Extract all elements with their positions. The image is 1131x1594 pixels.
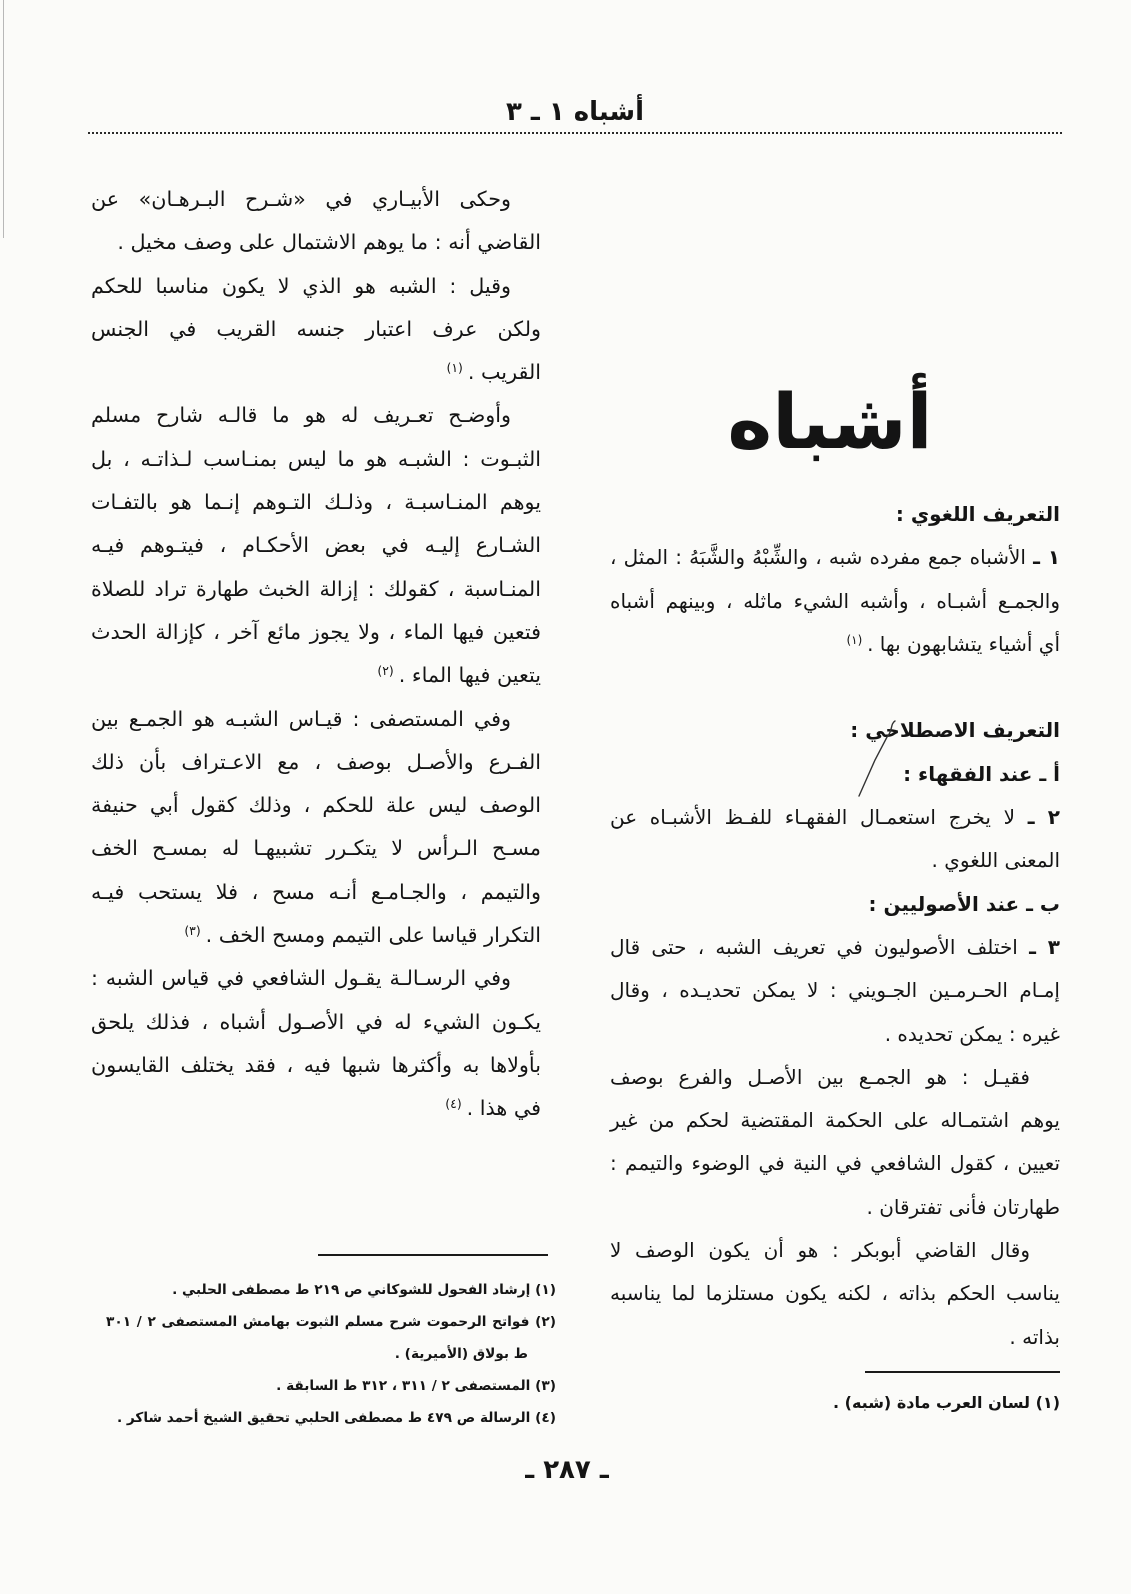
header-dotted-rule [88,132,1062,134]
text-line [91,871,541,914]
line-text: المنـاسبة ، كقولك : إزالة الخبث طهارة تراد للصلاة [91,576,541,601]
line-text: تعيين ، كقول الشافعي في النية في الوضوء والتيمم : [610,1151,1060,1176]
section [610,493,1060,666]
text-line [91,351,541,394]
text-line [91,1001,541,1044]
text-line [91,308,541,351]
section [610,709,1060,1358]
subsection-heading: ب ـ عند الأصوليين : [868,891,1060,916]
paragraph [610,1056,1060,1229]
left-footnotes [106,1274,556,1434]
paragraph [91,698,541,958]
right-column [610,493,1060,1359]
text-line [610,796,1060,839]
footnote-reference: (٢) [377,662,394,678]
line-text: يكـون الشيء له في الأصـول أشباه ، فذلك يلحق [91,1009,541,1034]
text-line [91,698,541,741]
text-line [610,1013,1060,1056]
footnote-reference: (١) [446,359,463,375]
line-text: والجمـع أشبـاه ، وأشبه الشيء ماثله ، وبينهم أشباه [610,588,1060,613]
line-text: يوهم المنـاسبـة ، وذلـك التـوهم إنـما هو بالتفـات [91,490,541,515]
line-text: في هذا . [466,1096,541,1121]
line-text: فتعين فيها الماء ، ولا يجوز مائع آخر ، كإزالة الحدث [91,619,541,644]
text-line [91,654,541,697]
text-line [91,784,541,827]
footnote-text: إرشاد الفحول للشوكاني ص ٢١٩ ط مصطفى الحلبي . [172,1282,531,1298]
line-text: المعنى اللغوي . [931,848,1060,873]
text-line [610,1316,1060,1359]
line-text: بأولاها به وأكثرها شبها فيه ، فقد يختلف القايسون [91,1052,541,1077]
paragraph-number: ٣ ـ [1029,934,1060,959]
line-text: إمـام الحـرمـين الجـويني : لا يمكن تحديـده ، وقال [610,978,1060,1003]
footnote-text: الرسالة ص ٤٧٩ ط مصطفى الحلبي تحقيق الشيخ أحمد شاكر . [116,1410,531,1426]
footnote-number: (٢) [535,1314,556,1330]
paragraph-number: ١ ـ [1033,545,1061,570]
text-line [91,914,541,957]
section-heading: التعريف اللغوي : [895,502,1060,526]
paragraph [610,1229,1060,1359]
left-column [91,178,541,1131]
line-text: ولكن عرف اعتبار جنسه القريب في الجنس [91,316,541,341]
text-line [91,438,541,481]
text-line [610,623,1060,666]
footnote-separator-left [318,1254,548,1256]
footnote [106,1402,556,1434]
line-text: يوهم اشتمـاله على الحكمة المقتضية لحكم من غير [610,1108,1060,1133]
line-text: وأوضـح تعـريف له هو ما قالـه شارح مسلم [91,403,511,428]
line-text: وقيل : الشبه هو الذي لا يكون مناسبا للحكم [91,273,511,298]
text-line [610,1056,1060,1099]
footnote-text: لسان العرب مادة (شبه) . [833,1393,1031,1412]
footnote-line [106,1338,556,1370]
line-text: الوصف ليس علة للحكم ، وذلك كقول أبي حنيفة [91,793,541,818]
text-line [91,611,541,654]
text-line [610,926,1060,969]
line-text: اختلف الأصوليون في تعريف الشبه ، حتى قال [610,934,1018,959]
footnote-number: (١) [535,1282,556,1298]
text-line [610,580,1060,623]
footnote-line [106,1370,556,1402]
text-line [610,839,1060,882]
line-text: التكرار قياسا على التيمم ومسح الخف . [205,923,541,948]
line-text: طهارتان فأنى تفترقان . [866,1194,1060,1219]
line-text: وفي المستصفى : قيـاس الشبـه هو الجمـع بين [91,706,511,731]
text-line [610,1186,1060,1229]
footnote-text: فواتح الرحموت شرح مسلم الثبوت بهامش المستصفى ٢ / ٣٠١ [106,1314,530,1330]
footnote [106,1274,556,1306]
text-line [91,265,541,308]
line-text: يتعين فيها الماء . [398,663,541,688]
entry-title: أشباه [727,377,933,466]
paragraph-number: ٢ ـ [1027,805,1060,830]
line-text: الشـارع إليـه في بعض الأحكـام ، فيتـوهم فيـه [91,533,541,558]
subsection [610,753,1060,883]
text-line [91,221,541,264]
footnote-line [610,1387,1060,1419]
text-line [91,741,541,784]
footnote-line [106,1274,556,1306]
footnote-line [106,1306,556,1338]
subsection [610,883,1060,1359]
footnote-reference: (٣) [184,922,201,938]
line-text: أي أشياء يتشابهون بها . [867,631,1060,656]
text-line [91,394,541,437]
line-text: يناسب الحكم بذاته ، لكنه يكون مستلزما لما يناسبه [610,1281,1060,1306]
scan-edge-line [3,0,4,238]
text-line [610,969,1060,1012]
line-text: وقال القاضي أبوبكر : هو أن يكون الوصف لا [610,1238,1030,1263]
text-line [610,1142,1060,1185]
text-line [91,568,541,611]
text-line [610,536,1060,579]
text-line [91,957,541,1000]
footnote-number: (٣) [535,1378,556,1394]
line-text: والتيمم ، والجـامـع أنـه مسح ، فلا يستحب فيـه [91,879,541,904]
subsection-heading: أ ـ عند الفقهاء : [903,761,1060,786]
footnote-separator-right [865,1371,1060,1373]
pen-mark [848,712,908,807]
line-text: بذاته . [1009,1324,1060,1349]
line-text: وحكى الأبيـاري في «شـرح البـرهـان» عن [91,187,511,211]
text-line [91,481,541,524]
text-line [610,1099,1060,1142]
running-head: أشباه ١ ـ ٣ [505,97,644,127]
line-text: فقيـل : هو الجمـع بين الأصـل والفرع بوصف [610,1064,1030,1089]
text-line [91,178,541,221]
text-line [91,1087,541,1130]
paragraph [610,536,1060,666]
paragraph [91,265,541,395]
text-line [610,1229,1060,1272]
text-line [610,1272,1060,1315]
paragraph [91,394,541,697]
footnote-number: (١) [1035,1393,1060,1412]
line-text: الأشباه جمع مفرده شبه ، والشِّبْهُ والشَّبَهُ : المثل ، [610,545,1026,570]
page-number: ـ ٢٨٧ ـ [525,1455,609,1485]
footnote-text: ط بولاق (الأميرية) . [394,1346,528,1362]
paragraph [610,926,1060,1056]
footnote [610,1387,1060,1419]
line-text: غيره : يمكن تحديده . [884,1021,1060,1046]
text-line [91,1044,541,1087]
footnote-reference: (١) [846,632,863,647]
line-text: الفـرع والأصـل بوصف ، مع الاعـتراف بأن ذلك [91,749,541,774]
line-text: لا يخرج استعمـال الفقهـاء للفـظ الأشبـاه عن [610,805,1016,830]
line-text: القاضي أنه : ما يوهم الاشتمال على وصف مخيل . [117,230,541,255]
paragraph [91,178,541,265]
footnote-reference: (٤) [445,1095,462,1111]
line-text: مسـح الـرأس لا يتكـرر تشبيهـا له بمسـح الخف [91,836,541,861]
footnote-line [106,1402,556,1434]
paragraph [91,957,541,1130]
footnote-text: المستصفى ٢ / ٣١١ ، ٣١٢ ط السابقة . [276,1378,531,1394]
line-text: وفي الرسـالـة يقـول الشافعي في قياس الشبه : [91,966,511,991]
right-footnotes [610,1387,1060,1419]
footnote [106,1370,556,1402]
line-text: الثبـوت : الشبـه هو ما ليس بمنـاسب لـذاتـه ، بل [91,446,541,471]
line-text: القريب . [467,360,541,385]
text-line [91,827,541,870]
section-heading: التعريف الاصطلاحي : [850,718,1060,743]
footnote [106,1306,556,1370]
text-line [91,524,541,567]
footnote-number: (٤) [535,1410,556,1426]
paragraph [610,796,1060,883]
